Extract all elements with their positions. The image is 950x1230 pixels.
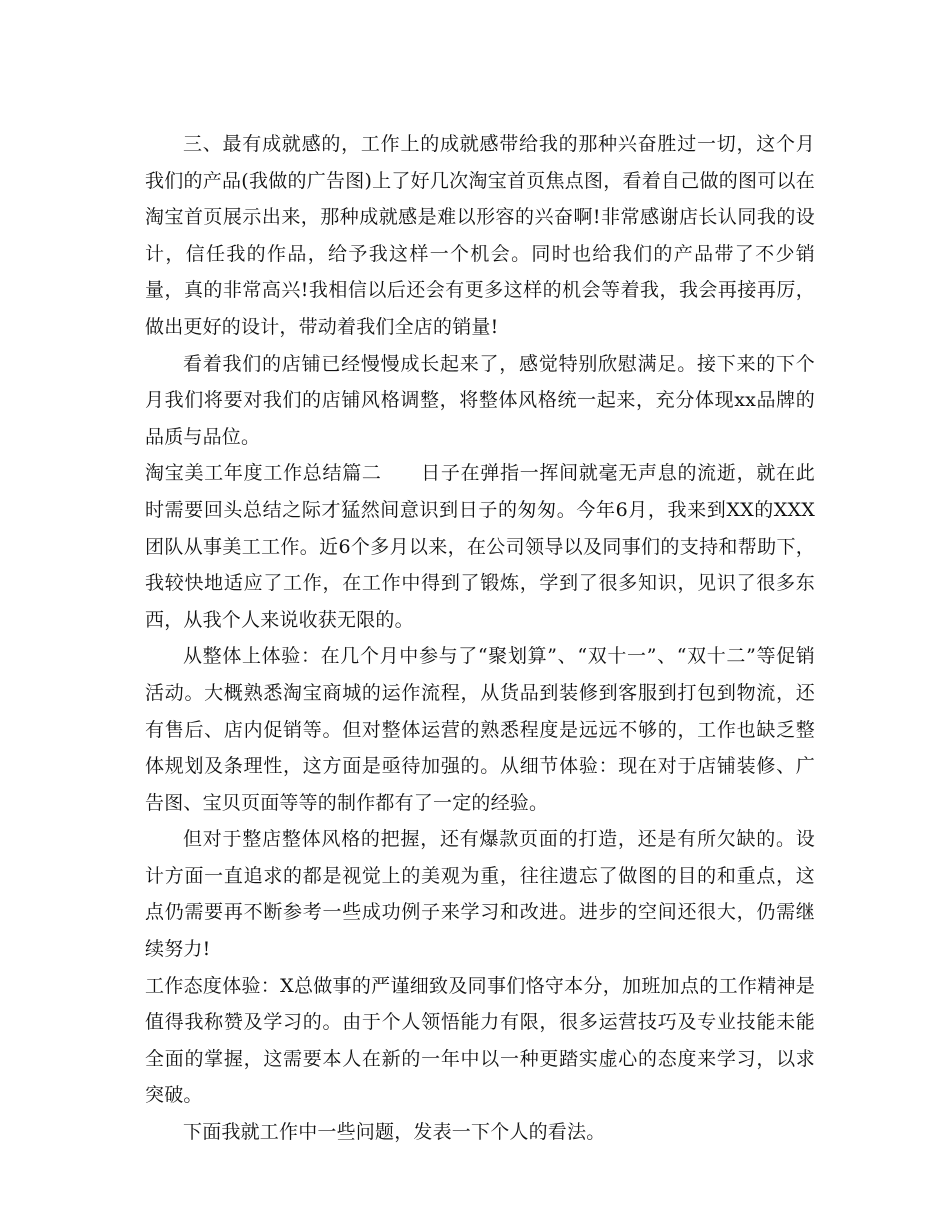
paragraph-shortcomings: 但对于整店整体风格的把握，还有爆款页面的打造，还是有所欠缺的。设计方面一直追求的都是视觉上的美观为重，往往遗忘了做图的目的和重点，这点仍需要再不断参考一些成功例子来学习和改进。进步的空间还很大，仍需继续努力! bbox=[145, 828, 815, 961]
paragraph-overall-experience: 从整体上体验：在几个月中参与了“聚划算”、“双十一”、“双十二”等促销活动。大概熟悉淘宝商城的运作流程，从货品到装修到客服到打包到物流，还有售后、店内促销等。但对整体运营的熟悉程度是远远不够的，工作也缺乏整体规划及条理性，这方面是亟待加强的。从细节体验：现在对于店铺装修、广告图、宝贝页面等等的制作都有了一定的经验。 bbox=[145, 645, 815, 814]
paragraph-achievement: 三、最有成就感的，工作上的成就感带给我的那种兴奋胜过一切，这个月我们的产品(我做的广告图)上了好几次淘宝首页焦点图，看着自己做的图可以在淘宝首页展示出来，那种成就感是难以形容的兴奋啊!非常感谢店长认同我的设计，信任我的作品，给予我这样一个机会。同时也给我们的产品带了不少销量，真的非常高兴!我相信以后还会有更多这样的机会等着我，我会再接再厉，做出更好的设计，带动着我们全店的销量! bbox=[145, 133, 815, 338]
document-body bbox=[145, 126, 815, 1151]
paragraph-work-attitude: 工作态度体验：X总做事的严谨细致及同事们恪守本分，加班加点的工作精神是值得我称赞及学习的。由于个人领悟能力有限，很多运营技巧及专业技能未能全面的掌握，这需要本人在新的一年中以一种更踏实虚心的态度来学习，以求突破。 bbox=[145, 974, 815, 1107]
paragraph-summary-part-two: 淘宝美工年度工作总结篇二 日子在弹指一挥间就毫无声息的流逝，就在此时需要回头总结之际才猛然间意识到日子的匆匆。今年6月，我来到XX的XXX团队从事美工工作。近6个多月以来，在公司领导以及同事们的支持和帮助下，我较快地适应了工作，在工作中得到了锻炼，学到了很多知识，见识了很多东西，从我个人来说收获无限的。 bbox=[145, 462, 815, 631]
paragraph-store-growth: 看着我们的店铺已经慢慢成长起来了，感觉特别欣慰满足。接下来的下个月我们将要对我们的店铺风格调整，将整体风格统一起来，充分体现xx品牌的品质与品位。 bbox=[145, 352, 815, 448]
paragraph-closing: 下面我就工作中一些问题，发表一下个人的看法。 bbox=[183, 1121, 606, 1144]
